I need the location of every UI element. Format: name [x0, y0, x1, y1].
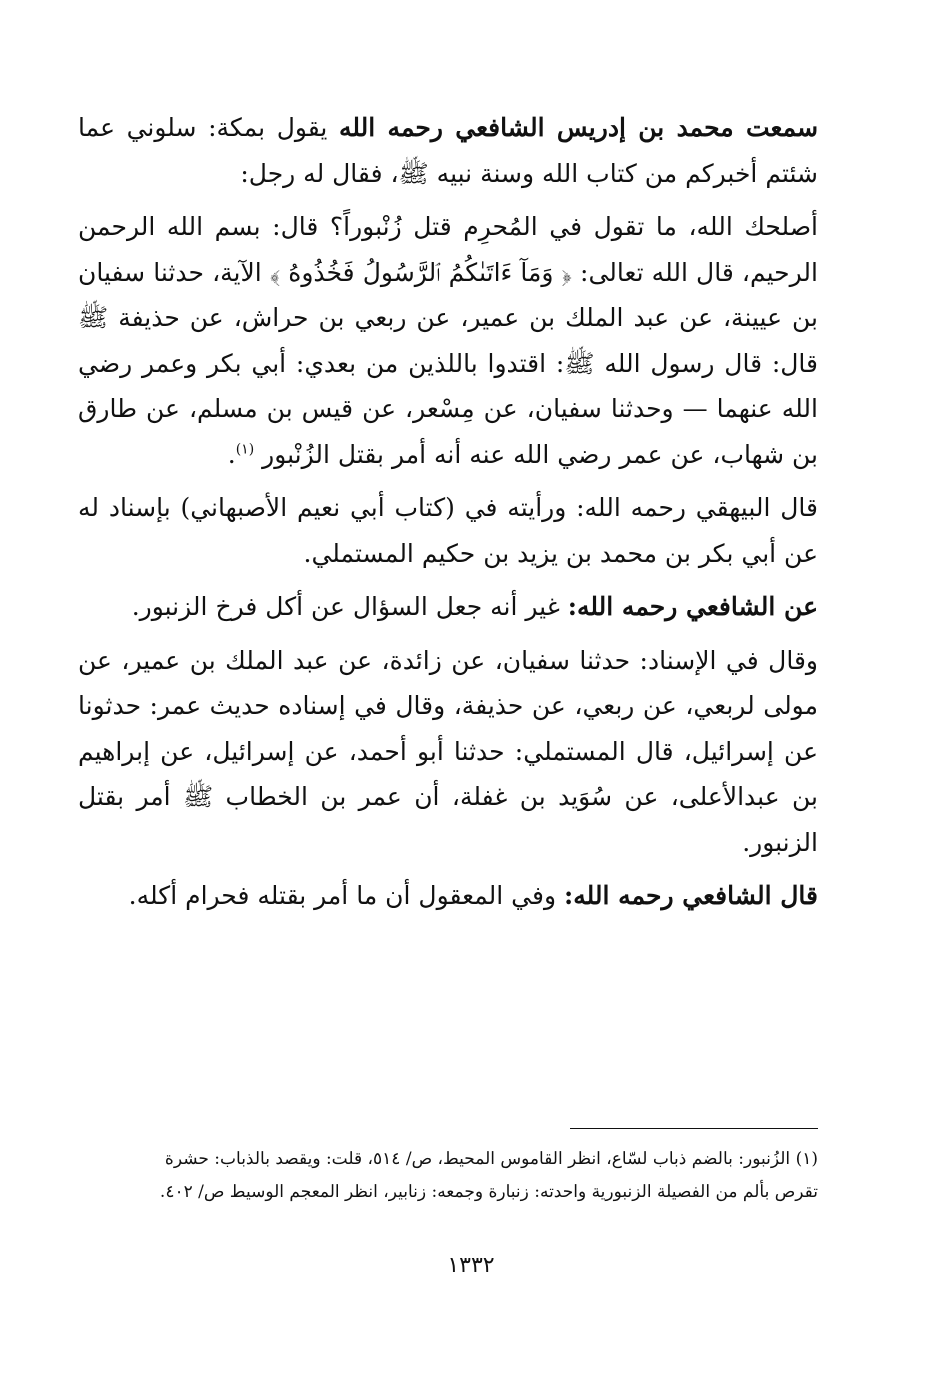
footnote-line-1-text: الزُنبور: بالضم ذباب لسّاع، انظر القاموس المحيط، ص/ ٥١٤، قلت: ويقصد بالذباب: حشرة [164, 1149, 791, 1169]
footnote-marker: (١) [795, 1149, 818, 1169]
paragraph-6-lead: قال الشافعي رحمه الله: [563, 881, 818, 910]
paragraph-2-text: أصلحك الله، ما تقول في المُحرِم قتل زُنْبوراً؟ قال: بسم الله الرحمن الرحيم، قال الله تعالى: ﴿ وَمَآ ءَاتَىٰكُمُ ٱلرَّسُولُ فَخُذُوهُ ﴾ الآية، حدثنا سفيان بن عيينة، عن عبد الملك بن عمير، عن ربعي بن حراش، عن حذيفة ﷺ قال: قال رسول الله ﷺ: اقتدوا باللذين من بعدي: أبي بكر وعمر رضي الله عنهما — وحدثنا سفيان، عن مِسْعر، عن قيس بن مسلم، عن طارق بن شهاب، عن عمر رضي الله عنه أنه أمر بقتل الزُنْبور [78, 212, 818, 469]
main-text [78, 105, 818, 927]
paragraph-6-text: وفي المعقول أن ما أمر بقتله فحرام أكله. [128, 881, 564, 910]
footnote-line-2: تقرص بألم من الفصيلة الزنبورية واحدته: زنبارة وجمعه: زنابير، انظر المعجم الوسيط ص/ ٤٠٢. [159, 1182, 818, 1202]
paragraph-5-text: وقال في الإسناد: حدثنا سفيان، عن زائدة، عن عبد الملك بن عمير، عن مولى لربعي، عن ربعي، عن حذيفة، وقال في إسناده حديث عمر: حدثونا عن إسرائيل، قال المستملي: حدثنا أبو أحمد، عن إسرائيل، عن إبراهيم بن عبدالأعلى، عن سُوَيد بن غفلة، أن عمر بن الخطاب ﷺ أمر بقتل الزنبور. [78, 645, 818, 857]
paragraph-4-lead: عن الشافعي رحمه الله: [567, 592, 818, 621]
page-number: ١٣٣٢ [447, 1253, 495, 1278]
paragraph-4 [78, 584, 818, 630]
paragraph-1 [78, 105, 818, 196]
paragraph-3 [78, 485, 818, 576]
paragraph-2-end: . [227, 439, 236, 469]
footnote [78, 1143, 818, 1209]
footnote-divider [570, 1128, 818, 1129]
paragraph-6 [78, 873, 818, 919]
paragraph-5 [78, 638, 818, 866]
paragraph-4-text: غير أنه جعل السؤال عن أكل فرخ الزنبور. [131, 592, 568, 621]
footnote-line-1 [78, 1143, 818, 1176]
paragraph-1-text: يقول بمكة: سلوني عما شئتم أخبركم من كتاب الله وسنة نبيه ﷺ، فقال له رجل: [78, 113, 818, 188]
paragraph-3-text: قال البيهقي رحمه الله: ورأيته في (كتاب أبي نعيم الأصبهاني) بإسناد له عن أبي بكر بن محمد بن يزيد بن حكيم المستملي. [78, 493, 818, 568]
paragraph-2 [78, 204, 818, 477]
paragraph-1-lead: سمعت محمد بن إدريس الشافعي رحمه الله [338, 113, 819, 142]
footnote-reference: (١) [235, 441, 255, 458]
